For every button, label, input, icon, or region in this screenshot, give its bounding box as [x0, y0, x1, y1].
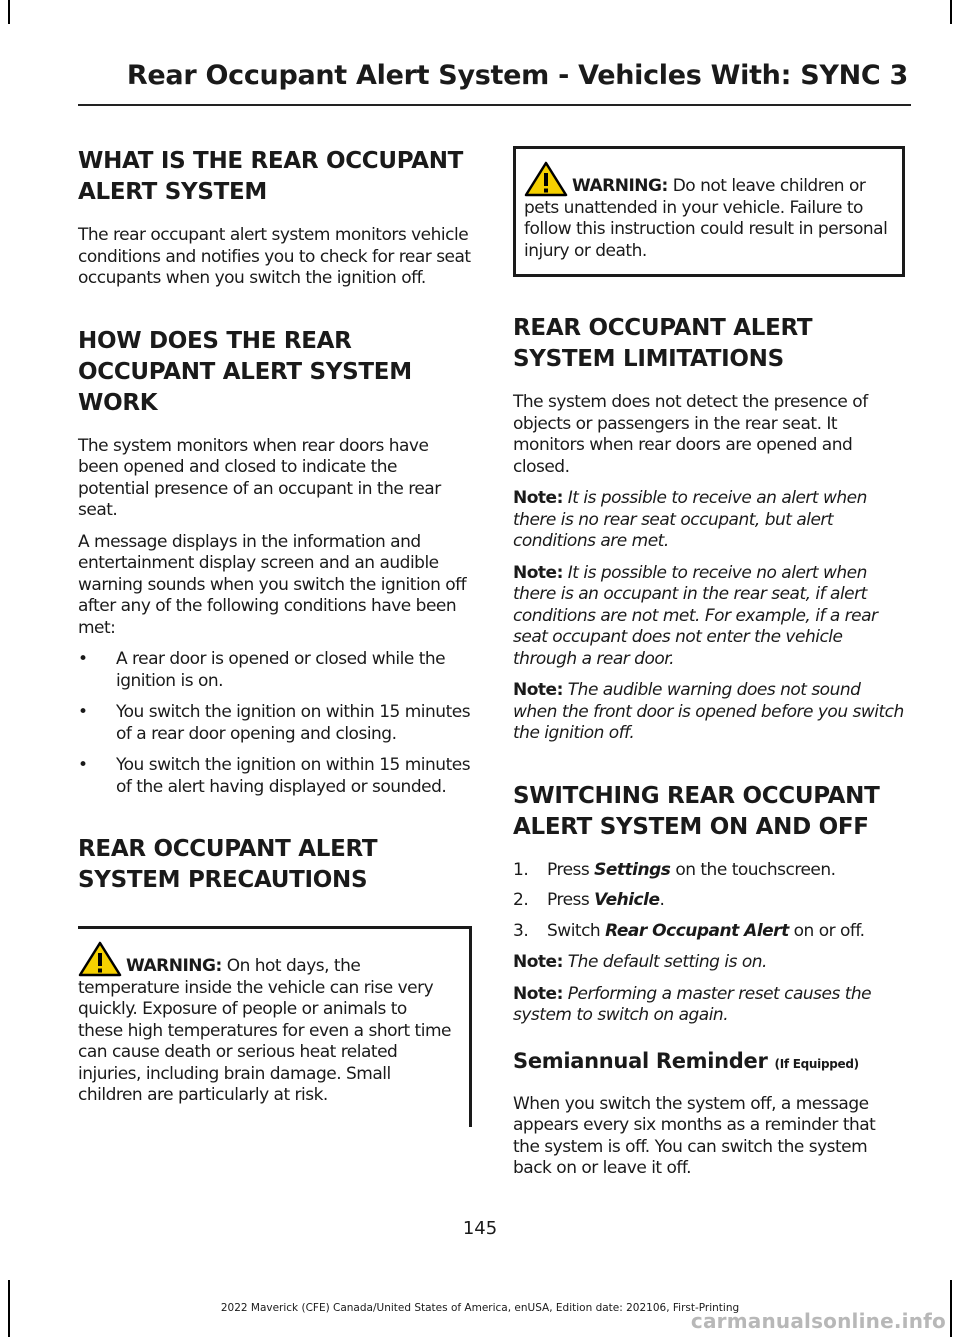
note: Note: Performing a master reset causes the system to switch on again.: [513, 983, 872, 1025]
steps-list: [513, 860, 905, 943]
right-column: [513, 146, 905, 1180]
list-item: • You switch the ignition on within 15 minutes of the alert having displayed or sounded.: [78, 755, 471, 797]
warning-triangle-icon: [78, 941, 122, 977]
what-is-body: The rear occupant alert system monitors vehicle conditions and notifies you to check for rear seat occupants when you switch the ignition off.: [78, 225, 471, 288]
left-column: [78, 146, 472, 1127]
crop-mark: [8, 0, 10, 24]
header-divider: [78, 104, 911, 106]
note: Note: The default setting is on.: [513, 952, 767, 972]
edition-footer: 2022 Maverick (CFE) Canada/United States of America, enUSA, Edition date: 202106, First-Printing: [220, 1302, 740, 1314]
note: Note: The audible warning does not sound when the front door is opened before you switch the ignition off.: [513, 680, 904, 743]
list-item: 2. Press Vehicle.: [513, 890, 665, 910]
list-item: 1. Press Settings on the touchscreen.: [513, 859, 836, 880]
section-heading-switching: SWITCHING REAR OCCUPANT ALERT SYSTEM ON AND OFF: [513, 782, 880, 840]
how-it-works-para-1: The system monitors when rear doors have been opened and closed to indicate the potential presence of an occupant in the rear seat.: [78, 435, 441, 520]
how-it-works-para-2: A message displays in the information and entertainment display screen and an audible warning sounds when you switch the ignition off after any of the following conditions have been met:: [78, 531, 467, 638]
warning-label: WARNING:: [126, 956, 222, 976]
warning-box-unattended: [513, 146, 905, 277]
note: Note: It is possible to receive no alert when there is an occupant in the rear seat, if alert conditions are not met. For example, if a rear seat occupant does not enter the vehicle through a rear door.: [513, 562, 878, 669]
note: Note: It is possible to receive an alert when there is no rear seat occupant, but alert conditions are met.: [513, 488, 867, 551]
section-heading-how-it-works: HOW DOES THE REAR OCCUPANT ALERT SYSTEM WORK: [78, 327, 412, 416]
section-heading-precautions: REAR OCCUPANT ALERT SYSTEM PRECAUTIONS: [78, 836, 378, 893]
section-heading-what-is: WHAT IS THE REAR OCCUPANT ALERT SYSTEM: [78, 148, 464, 205]
if-equipped-tag: (If Equipped): [774, 1056, 859, 1071]
warning-label: WARNING:: [572, 176, 668, 196]
warning-box-hot-days: [78, 926, 472, 1127]
watermark: carmanualsonline.info: [690, 1309, 946, 1333]
page-header-title: Rear Occupant Alert System - Vehicles With: SYNC 3: [126, 60, 908, 91]
list-item: 3. Switch Rear Occupant Alert on or off.: [513, 920, 865, 941]
conditions-list: [78, 649, 472, 798]
warning-text: Do not leave children or pets unattended in your vehicle. Failure to follow this instruction could result in personal injury or death.: [524, 176, 888, 261]
section-heading-limitations: REAR OCCUPANT ALERT SYSTEM LIMITATIONS: [513, 315, 813, 372]
page-number: 145: [462, 1218, 498, 1239]
list-item: • A rear door is opened or closed while the ignition is on.: [78, 649, 446, 691]
subsection-heading-semiannual: Semiannual Reminder (If Equipped): [513, 1048, 859, 1073]
warning-triangle-icon: [524, 161, 568, 197]
list-item: • You switch the ignition on within 15 minutes of a rear door opening and closing.: [78, 702, 471, 744]
crop-mark: [950, 0, 952, 24]
limitations-body: The system does not detect the presence of objects or passengers in the rear seat. It monitors when rear doors are opened and closed.: [513, 392, 868, 477]
warning-text: On hot days, the temperature inside the vehicle can rise very quickly. Exposure of people or animals to these high temperatures for even a short time can cause death or serious heat related injuries, including brain damage. Small children are particularly at risk.: [78, 956, 451, 1105]
semiannual-body: When you switch the system off, a message appears every six months as a reminder that the system is off. You can switch the system back on or leave it off.: [513, 1093, 876, 1178]
